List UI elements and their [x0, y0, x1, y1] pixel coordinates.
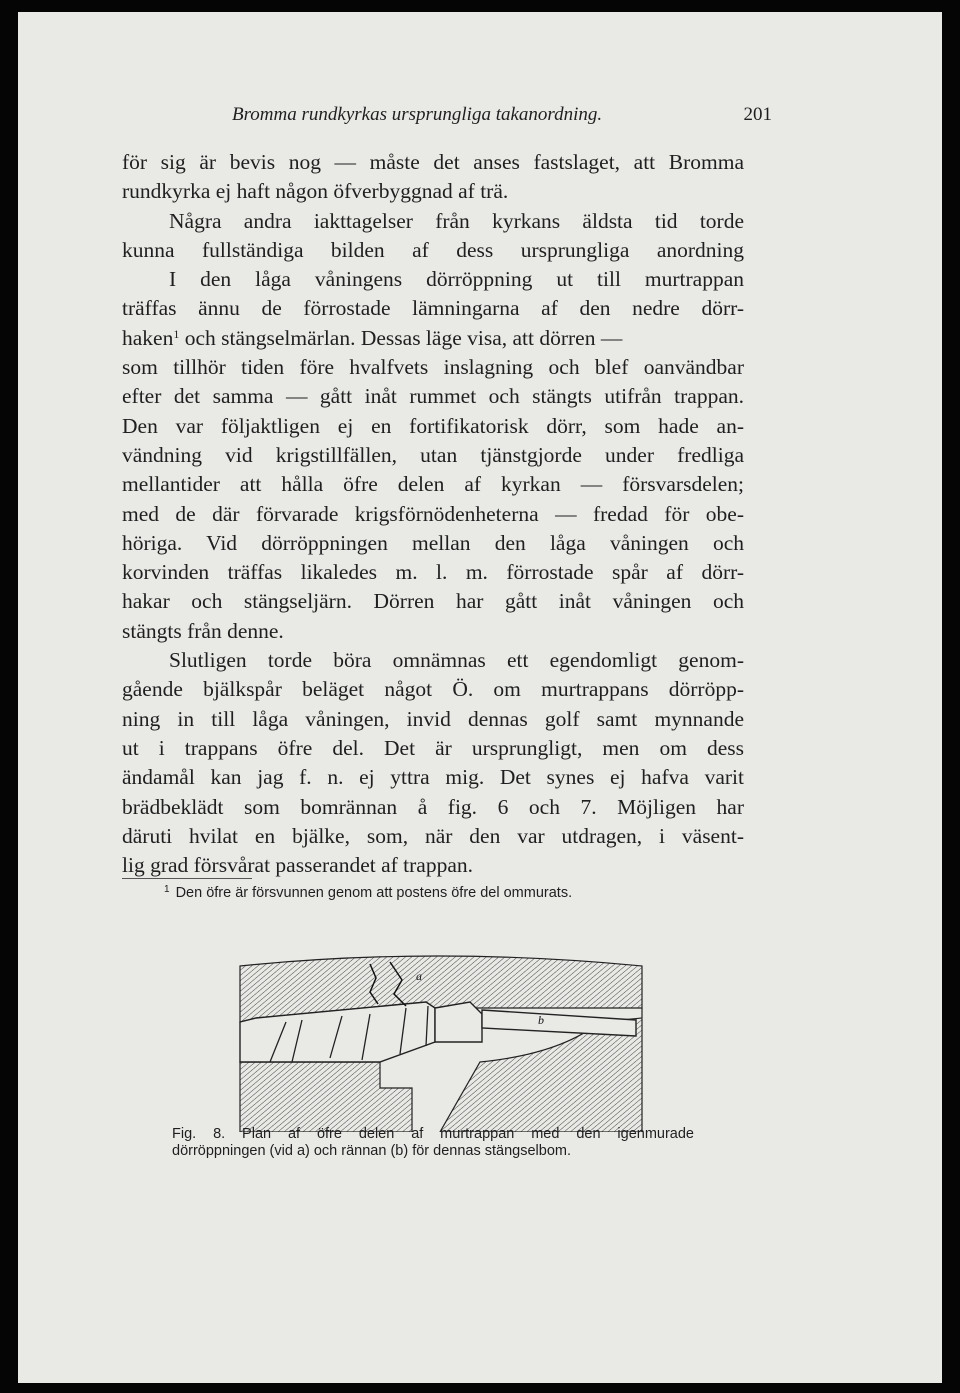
text-line: Den var följaktligen ej en fortifikatorisk dörr, som hade an-	[122, 413, 744, 438]
running-title: Bromma rundkyrkas ursprungliga takanordning.	[232, 104, 603, 125]
footnote-divider	[122, 878, 252, 879]
book-page	[18, 12, 942, 1383]
body-text	[122, 148, 744, 880]
caption-line: Fig. 8. Plan af öfre delen af murtrappan med den igenmurade	[172, 1126, 694, 1142]
text-line: efter det samma — gått inåt rummet och stängts utifrån trappan.	[122, 384, 744, 409]
text-line: kunna fullständiga bilden af dess ursprungliga anordning	[122, 237, 744, 262]
text-line: vändning vid krigstillfällen, utan tjänstgjorde under fredliga	[122, 442, 744, 467]
page-number: 201	[743, 104, 772, 125]
text-line: lig grad försvårat passerandet af trappan.	[122, 853, 474, 878]
text-line: ut i trappans öfre del. Det är ursprungligt, men om dess	[122, 735, 744, 760]
lower-wall-hatch	[240, 1062, 412, 1132]
text-line: korvinden träffas likaledes m. l. m. förrostade spår af dörr-	[122, 560, 744, 585]
text-line: brädbeklädt som bomrännan å fig. 6 och 7. Möjligen har	[122, 794, 744, 819]
text-line: Några andra iakttagelser från kyrkans äldsta tid torde	[169, 208, 744, 233]
text-line: höriga. Vid dörröppningen mellan den låga våningen och	[122, 530, 744, 555]
stair-plan-drawing	[230, 942, 648, 1132]
text-line: som tillhör tiden före hvalfvets inslagning och blef oanvändbar	[122, 355, 744, 380]
figure-label-a: a	[416, 969, 422, 983]
text-line: med de där förvarade krigsförnödenheterna — fredad för obe-	[122, 501, 744, 526]
footnote-reference: 1	[173, 326, 180, 341]
bar-channel	[482, 1010, 636, 1036]
text-line: ning in till låga våningen, invid dennas golf samt mynnande	[122, 706, 744, 731]
figure-label-b: b	[538, 1013, 544, 1027]
text-line: hakar och stängseljärn. Dörren har gått inåt våningen och	[122, 589, 744, 614]
text-line: däruti hvilat en bjälke, som, när den var utdragen, i väsent-	[122, 823, 744, 848]
text-line: mellantider att hålla öfre delen af kyrkan — försvarsdelen;	[122, 472, 744, 497]
text-fragment: haken	[122, 325, 174, 350]
text-line: stängts från denne.	[122, 618, 284, 643]
text-line: I den låga våningens dörröppning ut till murtrappan	[169, 267, 744, 292]
figure-caption	[172, 1126, 694, 1160]
text-line: Slutligen torde böra omnämnas ett egendomligt genom-	[169, 648, 744, 673]
text-line: för sig är bevis nog — måste det anses fastslaget, att Bromma	[122, 150, 744, 174]
footnote-text: Den öfre är försvunnen genom att postens öfre del ommurats.	[175, 885, 573, 901]
text-line: träffas ännu de förrostade lämningarna af den nedre dörr-	[122, 296, 744, 321]
text-line-with-footnote	[122, 324, 744, 353]
running-head	[232, 104, 772, 126]
caption-line: dörröppningen (vid a) och rännan (b) för dennas stängselbom.	[172, 1143, 571, 1159]
text-fragment: och stängselmärlan. Dessas läge visa, att dörren —	[184, 325, 623, 350]
text-line: rundkyrka ej haft någon öfverbyggnad af trä.	[122, 179, 509, 204]
footnote	[164, 884, 572, 901]
text-line: gående bjälkspår beläget något Ö. om murtrappans dörröpp-	[122, 677, 744, 702]
figure-stair-plan	[230, 942, 648, 1132]
text-line: ändamål kan jag f. n. ej yttra mig. Det synes ej hafva varit	[122, 765, 744, 790]
walled-doorway	[435, 1002, 482, 1042]
footnote-marker: 1	[164, 884, 170, 895]
